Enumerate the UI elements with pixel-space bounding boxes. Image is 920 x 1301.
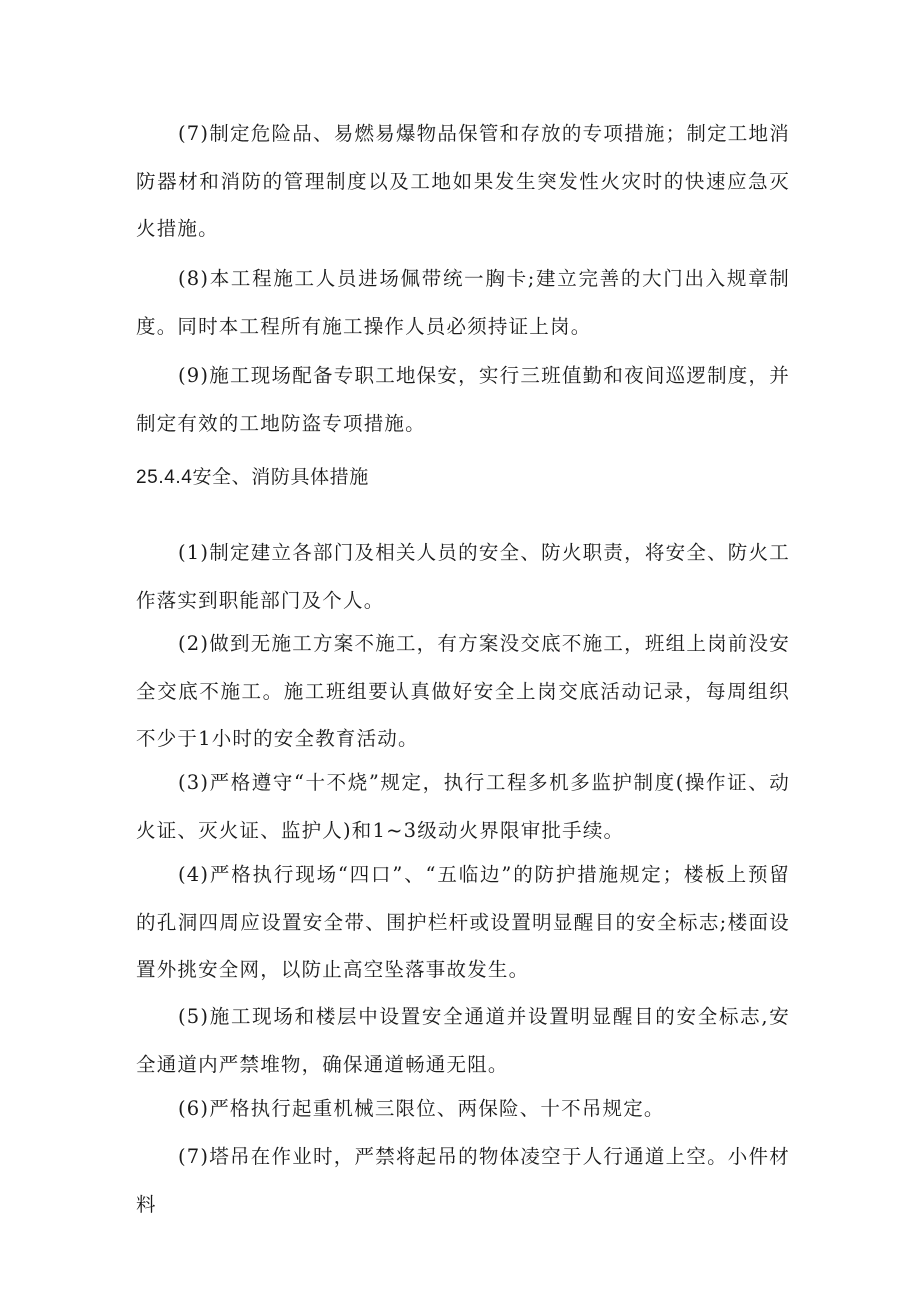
paragraph-4-openings-edges: (4)严格执行现场“四口”、“五临边”的防护措施规定；楼板上预留的孔洞四周应设置安全带、围护栏杆或设置明显醒目的安全标志;楼面设置外挑安全网，以防止高空坠落事故发生。	[136, 863, 790, 981]
paragraph-5-safety-passage: (5)施工现场和楼层中设置安全通道并设置明显醒目的安全标志,安全通道内严禁堆物，确保通道畅通无阻。	[136, 1005, 790, 1076]
paragraph-7-tower-crane: (7)塔吊在作业时，严禁将起吊的物体凌空于人行通道上空。小件材料	[136, 1145, 790, 1216]
section-number: 25.4.4	[136, 467, 193, 488]
paragraph-2-construction-plan: (2)做到无施工方案不施工，有方案没交底不施工，班组上岗前没安全交底不施工。施工班组要认真做好安全上岗交底活动记录，每周组织不少于1小时的安全教育活动。	[136, 632, 790, 750]
section-title: 安全、消防具体措施	[192, 466, 369, 488]
section-heading	[136, 462, 790, 493]
paragraph-6-crane-rules: (6)严格执行起重机械三限位、两保险、十不吊规定。	[178, 1097, 665, 1120]
paragraph-1-responsibilities: (1)制定建立各部门及相关人员的安全、防火职责，将安全、防火工作落实到职能部门及个人。	[136, 541, 790, 612]
paragraph-9-site-security: (9)施工现场配备专职工地保安，实行三班值勤和夜间巡逻制度，并制定有效的工地防盗专项措施。	[136, 364, 790, 435]
paragraph-7-hazardous-materials: (7)制定危险品、易燃易爆物品保管和存放的专项措施；制定工地消防器材和消防的管理制度以及工地如果发生突发性火灾时的快速应急灭火措施。	[136, 122, 790, 240]
paragraph-8-worker-badges: (8)本工程施工人员进场佩带统一胸卡;建立完善的大门出入规章制度。同时本工程所有施工操作人员必须持证上岗。	[136, 267, 790, 338]
paragraph-3-fire-rules: (3)严格遵守“十不烧”规定，执行工程多机多监护制度(操作证、动火证、灭火证、监护人)和1~3级动火界限审批手续。	[136, 771, 790, 842]
